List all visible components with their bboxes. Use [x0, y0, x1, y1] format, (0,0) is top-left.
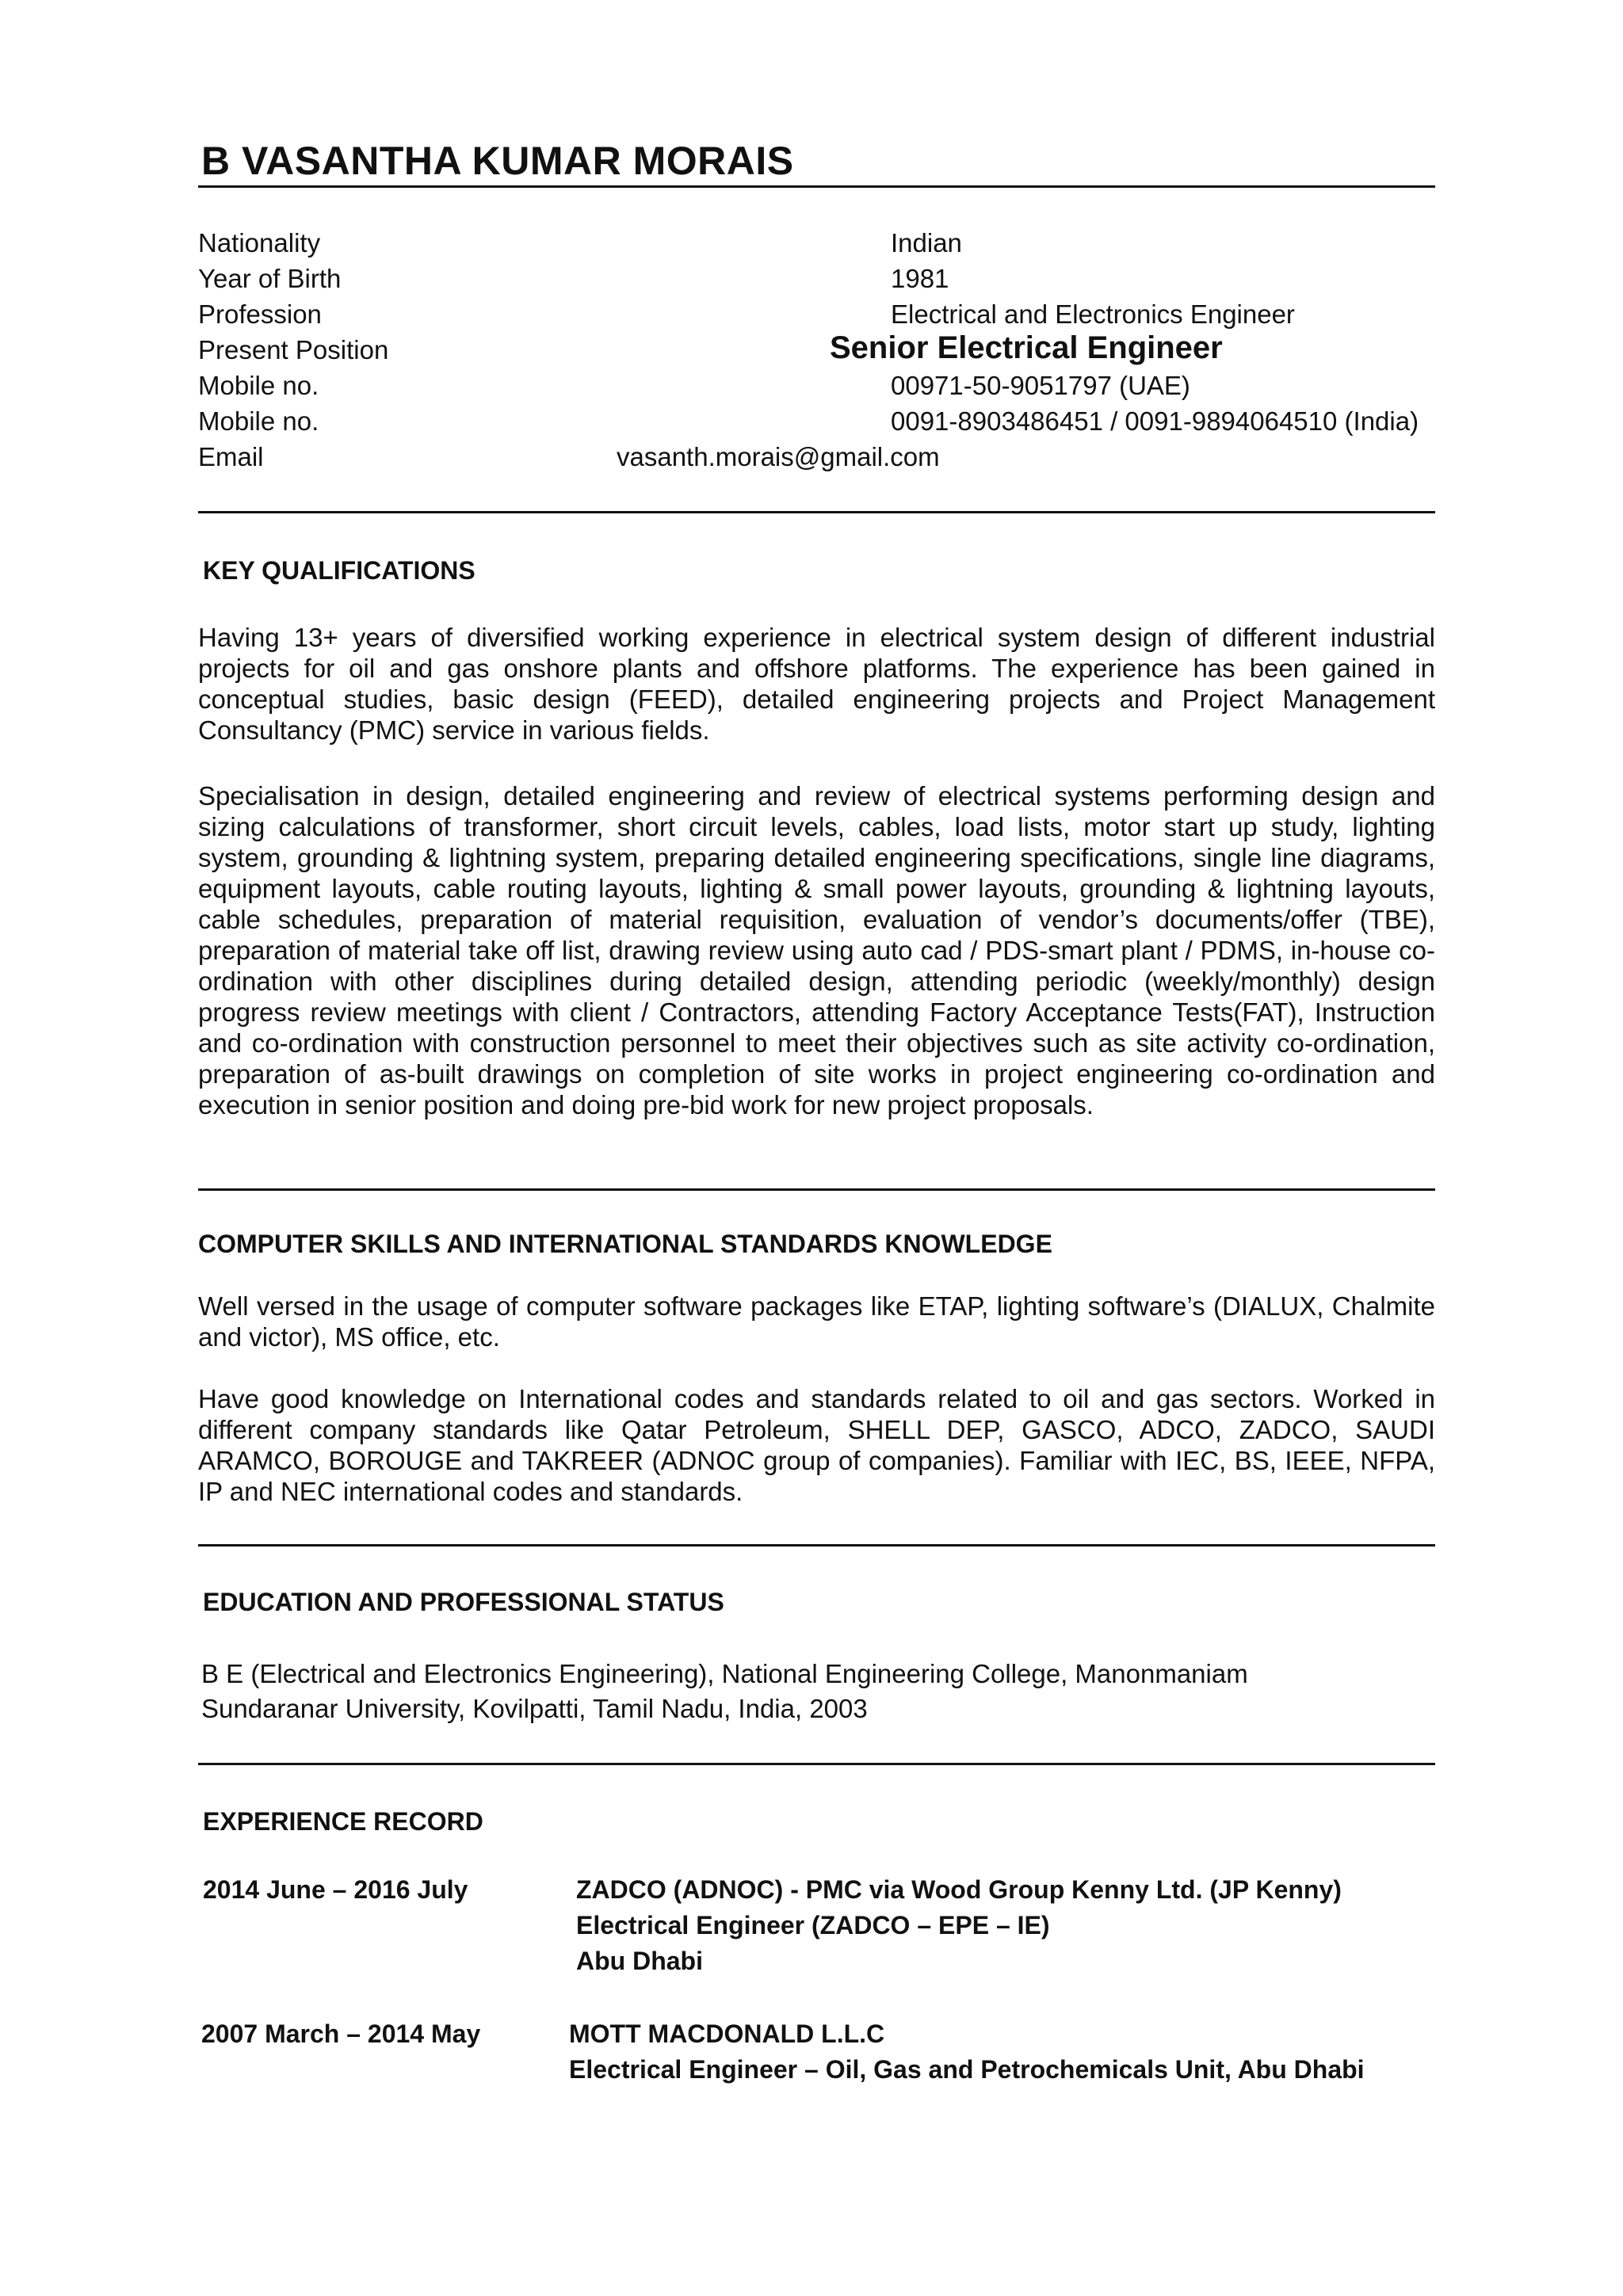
email-label: Email	[198, 442, 264, 471]
key-qualifications-heading: KEY QUALIFICATIONS	[203, 556, 475, 585]
nationality-label: Nationality	[198, 228, 321, 257]
candidate-name: B VASANTHA KUMAR MORAIS	[201, 139, 794, 183]
experience-line: MOTT MACDONALD L.L.C	[569, 2019, 885, 2048]
divider	[198, 1544, 1435, 1547]
position-label: Present Position	[198, 335, 389, 364]
education-heading: EDUCATION AND PROFESSIONAL STATUS	[203, 1588, 724, 1616]
experience-period: 2007 March – 2014 May	[201, 2019, 481, 2048]
mobile1-label: Mobile no.	[198, 371, 319, 400]
computer-skills-paragraph-1: Well versed in the usage of computer software packages like ETAP, lighting software’s (DIALUX, Chalmite and victor), MS office, etc.	[198, 1291, 1435, 1352]
birth-value: 1981	[891, 264, 949, 293]
experience-line: ZADCO (ADNOC) - PMC via Wood Group Kenny Ltd. (JP Kenny)	[576, 1875, 1342, 1904]
nationality-value: Indian	[891, 228, 962, 257]
divider	[198, 1188, 1435, 1191]
divider	[198, 511, 1435, 513]
experience-line: Electrical Engineer – Oil, Gas and Petrochemicals Unit, Abu Dhabi	[569, 2055, 1365, 2084]
divider	[198, 1763, 1435, 1765]
experience-heading: EXPERIENCE RECORD	[203, 1807, 483, 1836]
education-line-2: Sundaranar University, Kovilpatti, Tamil Nadu, India, 2003	[201, 1694, 868, 1723]
experience-line: Abu Dhabi	[576, 1947, 703, 1975]
profession-value: Electrical and Electronics Engineer	[891, 299, 1295, 329]
birth-label: Year of Birth	[198, 264, 342, 293]
experience-line: Electrical Engineer (ZADCO – EPE – IE)	[576, 1911, 1050, 1939]
experience-period: 2014 June – 2016 July	[203, 1875, 468, 1904]
key-qualifications-paragraph-2: Specialisation in design, detailed engineering and review of electrical systems performing design and sizing calculations of transformer, short circuit levels, cables, load lists, motor start up study, lighting system, grounding & lightning system, preparing detailed engineering specifications, single line diagrams, equipment layouts, cable routing layouts, lighting & small power layouts, grounding & lightning layouts, cable schedules, preparation of material requisition, evaluation of vendor’s documents/offer (TBE), preparation of material take off list, drawing review using auto cad / PDS-smart plant / PDMS, in-house co-ordination with other disciplines during detailed design, attending periodic (weekly/monthly) design progress review meetings with client / Contractors, attending Factory Acceptance Tests(FAT), Instruction and co-ordination with construction personnel to meet their objectives such as site activity co-ordination, preparation of as-built drawings on completion of site works in project engineering co-ordination and execution in senior position and doing pre-bid work for new project proposals.	[198, 781, 1435, 1119]
key-qualifications-paragraph-1: Having 13+ years of diversified working experience in electrical system design of different industrial projects for oil and gas onshore plants and offshore platforms. The experience has been gained in conceptual studies, basic design (FEED), detailed engineering projects and Project Management Consultancy (PMC) service in various fields.	[198, 623, 1435, 745]
computer-skills-paragraph-2: Have good knowledge on International codes and standards related to oil and gas sectors. Worked in different company standards like Qatar Petroleum, SHELL DEP, GASCO, ADCO, ZADCO, SAUDI ARAMCO, BOROUGE and TAKREER (ADNOC group of companies). Familiar with IEC, BS, IEEE, NFPA, IP and NEC international codes and standards.	[198, 1384, 1435, 1506]
position-value: Senior Electrical Engineer	[830, 330, 1223, 365]
email-value: vasanth.morais@gmail.com	[617, 442, 940, 471]
divider	[198, 185, 1435, 188]
profession-label: Profession	[198, 299, 322, 329]
computer-skills-heading: COMPUTER SKILLS AND INTERNATIONAL STANDARDS KNOWLEDGE	[198, 1230, 1052, 1258]
mobile1-value: 00971-50-9051797 (UAE)	[891, 371, 1190, 400]
mobile2-value: 0091-8903486451 / 0091-9894064510 (India)	[891, 406, 1419, 436]
mobile2-label: Mobile no.	[198, 406, 319, 436]
education-line-1: B E (Electrical and Electronics Engineering), National Engineering College, Manonmaniam	[201, 1659, 1248, 1688]
